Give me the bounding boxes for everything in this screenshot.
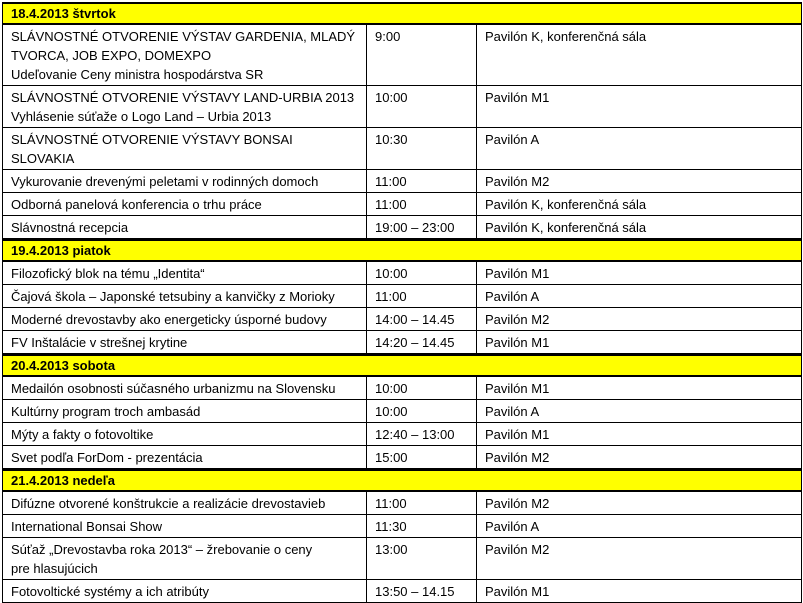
- event-time: 12:40 – 13:00: [367, 423, 477, 446]
- event-place: Pavilón M2: [477, 308, 802, 331]
- day-header-row: [3, 355, 802, 377]
- event-time: 10:00: [367, 261, 477, 285]
- event-time: 11:30: [367, 515, 477, 538]
- event-title-line: pre hlasujúcich: [11, 561, 98, 576]
- event-place: Pavilón M1: [477, 423, 802, 446]
- event-title: [3, 446, 367, 470]
- event-title: [3, 491, 367, 515]
- event-row: [3, 170, 802, 193]
- event-row: [3, 376, 802, 400]
- event-time: 14:00 – 14.45: [367, 308, 477, 331]
- event-title-line: Mýty a fakty o fotovoltike: [11, 427, 154, 442]
- event-title: [3, 193, 367, 216]
- event-row: [3, 193, 802, 216]
- event-row: [3, 24, 802, 86]
- event-title: [3, 170, 367, 193]
- event-title-line: TVORCA, JOB EXPO, DOMEXPO: [11, 48, 212, 63]
- event-title: [3, 515, 367, 538]
- event-title-line: FV Inštalácie v strešnej krytine: [11, 335, 188, 350]
- event-row: [3, 308, 802, 331]
- day-heading: 21.4.2013 nedeľa: [3, 470, 802, 492]
- event-title-line: Odborná panelová konferencia o trhu práce: [11, 197, 262, 212]
- event-place: Pavilón M2: [477, 446, 802, 470]
- event-title-line: Slávnostná recepcia: [11, 220, 129, 235]
- event-title-line: Vyhlásenie súťaže o Logo Land – Urbia 2013: [11, 109, 272, 124]
- event-time: 13:50 – 14.15: [367, 580, 477, 603]
- event-title-line: SLÁVNOSTNÉ OTVORENIE VÝSTAV GARDENIA, MLADÝ: [11, 29, 356, 44]
- event-place: Pavilón M2: [477, 491, 802, 515]
- event-place: Pavilón K, konferenčná sála: [477, 24, 802, 86]
- event-place: Pavilón M2: [477, 538, 802, 580]
- day-heading: 20.4.2013 sobota: [3, 355, 802, 377]
- event-time: 9:00: [367, 24, 477, 86]
- event-title: [3, 24, 367, 86]
- event-row: [3, 580, 802, 603]
- event-title-line: Vykurovanie drevenými peletami v rodinných domoch: [11, 174, 319, 189]
- event-title: [3, 423, 367, 446]
- event-row: [3, 515, 802, 538]
- event-title: [3, 261, 367, 285]
- event-time: 10:00: [367, 376, 477, 400]
- event-title: [3, 128, 367, 170]
- event-title: [3, 580, 367, 603]
- event-row: [3, 285, 802, 308]
- event-time: 10:00: [367, 400, 477, 423]
- event-row: [3, 216, 802, 240]
- event-title: [3, 216, 367, 240]
- event-time: 10:30: [367, 128, 477, 170]
- event-row: [3, 261, 802, 285]
- event-place: Pavilón M1: [477, 580, 802, 603]
- event-time: 19:00 – 23:00: [367, 216, 477, 240]
- event-place: Pavilón K, konferenčná sála: [477, 216, 802, 240]
- event-title: [3, 308, 367, 331]
- event-place: Pavilón A: [477, 515, 802, 538]
- event-title: [3, 86, 367, 128]
- event-title-line: Udeľovanie Ceny ministra hospodárstva SR: [11, 67, 264, 82]
- event-title-line: Čajová škola – Japonské tetsubiny a kanvičky z Morioky: [11, 289, 335, 304]
- event-place: Pavilón A: [477, 400, 802, 423]
- event-place: Pavilón M2: [477, 170, 802, 193]
- event-title-line: SLÁVNOSTNÉ OTVORENIE VÝSTAVY BONSAI SLOVAKIA: [11, 132, 293, 166]
- schedule-body: [3, 3, 802, 603]
- event-title: [3, 376, 367, 400]
- event-title-line: Kultúrny program troch ambasád: [11, 404, 201, 419]
- event-place: Pavilón M1: [477, 261, 802, 285]
- event-title-line: Fotovoltické systémy a ich atribúty: [11, 584, 209, 599]
- event-title-line: International Bonsai Show: [11, 519, 163, 534]
- event-time: 14:20 – 14.45: [367, 331, 477, 355]
- event-title: [3, 538, 367, 580]
- event-title-line: Svet podľa ForDom - prezentácia: [11, 450, 203, 465]
- event-row: [3, 128, 802, 170]
- event-place: Pavilón A: [477, 128, 802, 170]
- event-title-line: Difúzne otvorené konštrukcie a realizácie drevostavieb: [11, 496, 326, 511]
- day-heading: 18.4.2013 štvrtok: [3, 3, 802, 24]
- event-place: Pavilón M1: [477, 86, 802, 128]
- day-header-row: [3, 240, 802, 262]
- event-place: Pavilón A: [477, 285, 802, 308]
- event-row: [3, 446, 802, 470]
- event-place: Pavilón M1: [477, 331, 802, 355]
- event-row: [3, 331, 802, 355]
- event-time: 11:00: [367, 193, 477, 216]
- event-title-line: Filozofický blok na tému „Identita“: [11, 266, 205, 281]
- event-row: [3, 491, 802, 515]
- event-row: [3, 423, 802, 446]
- event-title: [3, 285, 367, 308]
- event-time: 11:00: [367, 170, 477, 193]
- event-title: [3, 331, 367, 355]
- event-schedule-table: [2, 2, 802, 603]
- event-row: [3, 86, 802, 128]
- day-heading: 19.4.2013 piatok: [3, 240, 802, 262]
- event-title-line: Súťaž „Drevostavba roka 2013“ – žrebovanie o ceny: [11, 542, 313, 557]
- event-row: [3, 400, 802, 423]
- day-header-row: [3, 3, 802, 24]
- event-title-line: SLÁVNOSTNÉ OTVORENIE VÝSTAVY LAND-URBIA 2013: [11, 90, 355, 105]
- event-time: 11:00: [367, 491, 477, 515]
- event-title-line: Moderné drevostavby ako energeticky úsporné budovy: [11, 312, 327, 327]
- event-place: Pavilón M1: [477, 376, 802, 400]
- day-header-row: [3, 470, 802, 492]
- event-time: 13:00: [367, 538, 477, 580]
- event-row: [3, 538, 802, 580]
- event-place: Pavilón K, konferenčná sála: [477, 193, 802, 216]
- event-title: [3, 400, 367, 423]
- event-title-line: Medailón osobnosti súčasného urbanizmu na Slovensku: [11, 381, 336, 396]
- event-time: 11:00: [367, 285, 477, 308]
- event-time: 15:00: [367, 446, 477, 470]
- event-time: 10:00: [367, 86, 477, 128]
